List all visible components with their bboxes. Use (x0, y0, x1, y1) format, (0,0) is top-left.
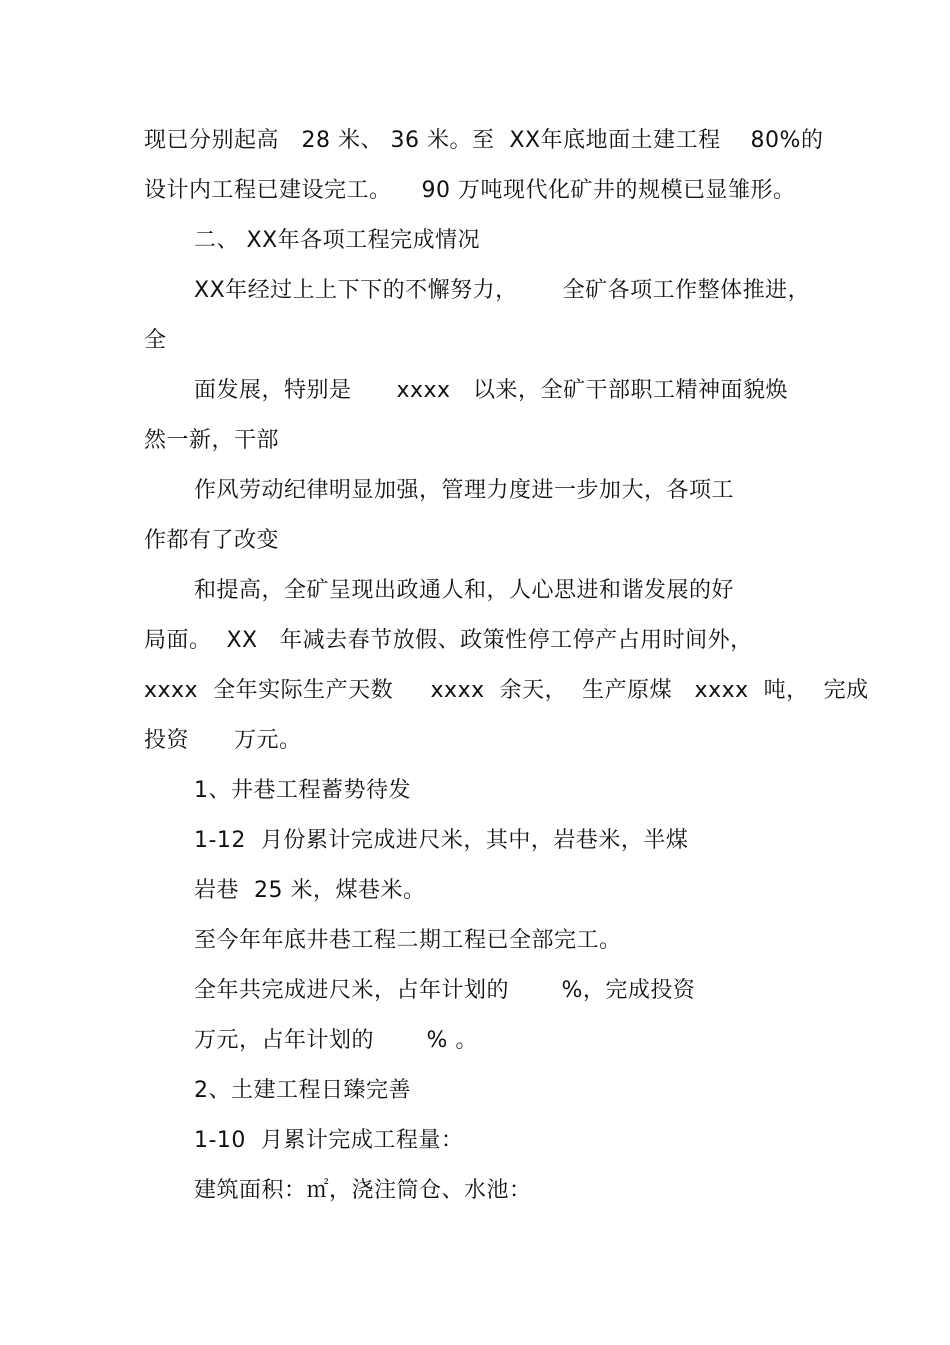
paragraph-line: 局面。 XX 年减去春节放假、政策性停工停产占用时间外， (144, 628, 753, 653)
paragraph-line: 现已分别起高 28 米、 36 米。至 XX年底地面土建工程 80%的 (144, 128, 824, 153)
section-heading: 二、 XX年各项工程完成情况 (194, 228, 481, 253)
paragraph-line: 作风劳动纪律明显加强，管理力度进一步加大，各项工 (194, 478, 735, 503)
paragraph-line: 投资 万元。 (144, 728, 302, 753)
subsection-heading: 1、井巷工程蓄势待发 (194, 778, 411, 803)
paragraph-line: 全年共完成进尺米，占年计划的 %，完成投资 (194, 978, 696, 1003)
paragraph-line: 和提高，全矿呈现出政通人和，人心思进和谐发展的好 (194, 578, 735, 603)
subsection-heading: 2、土建工程日臻完善 (194, 1078, 411, 1103)
paragraph-line: 岩巷 25 米，煤巷米。 (194, 878, 426, 903)
paragraph-line: 设计内工程已建设完工。 90 万吨现代化矿井的规模已显雏形。 (144, 178, 796, 203)
paragraph-line: 1-12 月份累计完成进尺米，其中，岩巷米，半煤 (194, 828, 689, 853)
paragraph-line: 1-10 月累计完成工程量： (194, 1128, 464, 1153)
paragraph-line: 至今年年底井巷工程二期工程已全部完工。 (194, 928, 622, 953)
paragraph-line: xxxx 全年实际生产天数 xxxx 余天， 生产原煤 xxxx 吨， 完成 (144, 678, 869, 703)
paragraph-line: 作都有了改变 (144, 528, 280, 553)
paragraph-line: 面发展，特别是 xxxx 以来，全矿干部职工精神面貌焕 (194, 378, 789, 403)
paragraph-line: 全 (144, 328, 167, 353)
paragraph-line: 然一新，干部 (144, 428, 280, 453)
paragraph-line: 建筑面积：㎡，浇注筒仓、水池： (194, 1178, 532, 1203)
paragraph-line: 万元，占年计划的 % 。 (194, 1028, 478, 1053)
paragraph-line: XX年经过上上下下的不懈努力， 全矿各项工作整体推进， (194, 278, 811, 303)
